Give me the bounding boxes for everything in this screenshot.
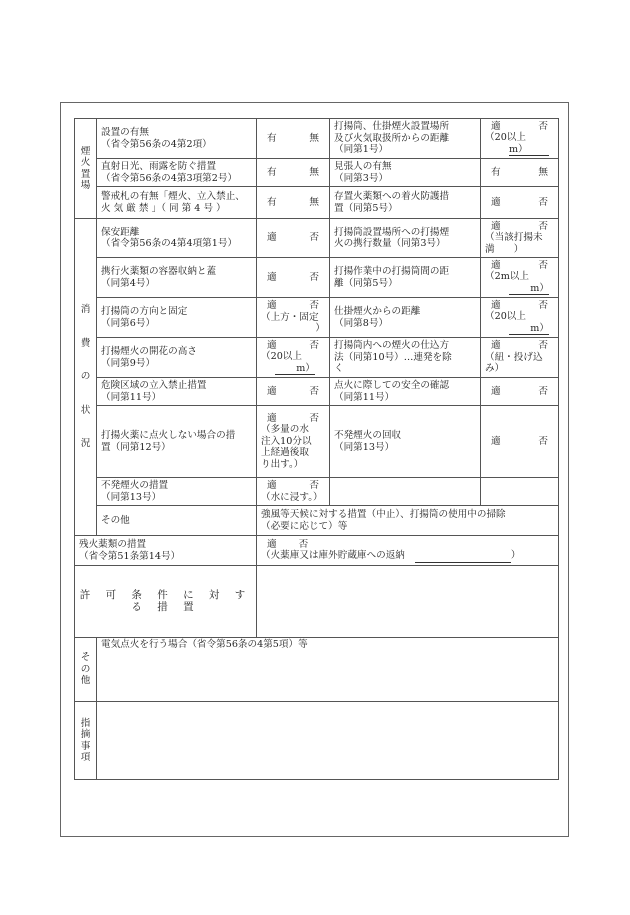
check-area-restriction[interactable]: 適 否 <box>257 378 330 406</box>
check-burst-height[interactable]: 適 否 （20以上 m） <box>257 338 330 378</box>
item-warning-sign: 警戒札の有無「煙火、立入禁止、 火 気 厳 禁 」（ 同 第 4 号 ） <box>97 187 257 219</box>
item-container-lid: 携行火薬類の容器収納と蓋 （同第4号） <box>97 258 257 298</box>
check-watchman[interactable]: 有 無 <box>481 159 559 187</box>
check-installation[interactable]: 有 無 <box>257 119 330 159</box>
check-misfire-measure[interactable]: 適 否 （多量の水 注入10分以 上経過後取 り出す。） <box>257 406 330 478</box>
section-label-consumption: 消 費 の 状 況 <box>75 219 97 536</box>
check-dud-recovery[interactable]: 適 否 <box>481 406 559 478</box>
check-set-piece-distance[interactable]: 適 否 （20以上 m） <box>481 298 559 338</box>
findings-field[interactable] <box>97 702 559 780</box>
permit-conditions-label: 許 可 条 件 に 対 す る 措 置 <box>75 566 257 638</box>
item-leftover-explosives: 残火薬類の措置 （省令第51条第14号） <box>75 536 257 566</box>
item-ignition-guard: 存置火薬類への着火防護措 置（同第5号） <box>330 187 481 219</box>
check-safety-distance[interactable]: 適 否 <box>257 219 330 258</box>
item-misfire-measure: 打揚火薬に点火しない場合の措 置（同第12号） <box>97 406 257 478</box>
other-field[interactable]: 電気点火を行う場合（省令第56条の4第5項）等 <box>97 638 559 702</box>
check-loading-method[interactable]: 適 否 （紐・投げ込 み） <box>481 338 559 378</box>
item-area-restriction: 危険区域の立入禁止措置 （同第11号） <box>97 378 257 406</box>
item-distance-fire: 打揚筒、仕掛煙火設置場所 及び火気取扱所からの距離 （同第1号） <box>330 119 481 159</box>
item-loading-method: 打揚筒内への煙火の仕込方 法（同第10号）…連発を除 く <box>330 338 481 378</box>
item-tube-direction: 打揚筒の方向と固定 （同第6号） <box>97 298 257 338</box>
check-warning-sign[interactable]: 有 無 <box>257 187 330 219</box>
item-other: その他 <box>97 506 257 536</box>
other-measures-text[interactable]: 強風等天候に対する措置（中止）、打揚筒の使用中の掃除 （必要に応じて）等 <box>257 506 559 536</box>
item-watchman: 見張人の有無 （同第3号） <box>330 159 481 187</box>
inspection-table <box>74 118 559 780</box>
item-dud-recovery: 不発煙火の回収 （同第13号） <box>330 406 481 478</box>
check-distance-fire[interactable]: 適 否 （20以上 m） <box>481 119 559 159</box>
section-label-storage: 煙 火 置 場 <box>75 119 97 219</box>
item-sun-rain: 直射日光、雨露を防ぐ措置 （省令第56条の4第3項第2号） <box>97 159 257 187</box>
item-ignition-safety: 点火に際しての安全の確認 （同第11号） <box>330 378 481 406</box>
item-carry-quantity: 打揚筒設置場所への打揚煙 火の携行数量（同第3号） <box>330 219 481 258</box>
check-carry-quantity[interactable]: 適 否 （当該打揚未 満 ） <box>481 219 559 258</box>
item-safety-distance: 保安距離 （省令第56条の4第4項第1号） <box>97 219 257 258</box>
check-sun-rain[interactable]: 有 無 <box>257 159 330 187</box>
check-ignition-safety[interactable]: 適 否 <box>481 378 559 406</box>
check-container-lid[interactable]: 適 否 <box>257 258 330 298</box>
section-label-findings: 指 摘 事 項 <box>75 702 97 780</box>
item-dud-measure: 不発煙火の措置 （同第13号） <box>97 478 257 506</box>
item-tube-spacing: 打揚作業中の打揚筒間の距 離（同第5号） <box>330 258 481 298</box>
blank-cell-b <box>481 478 559 506</box>
item-installation: 設置の有無 （省令第56条の4第2項） <box>97 119 257 159</box>
check-tube-spacing[interactable]: 適 否 （2m以上 m） <box>481 258 559 298</box>
check-ignition-guard[interactable]: 適 否 <box>481 187 559 219</box>
permit-conditions-field[interactable] <box>257 566 559 638</box>
section-label-other: そ の 他 <box>75 638 97 702</box>
blank-cell-a <box>330 478 481 506</box>
check-leftover-explosives[interactable]: 適 否 （火薬庫又は庫外貯蔵庫への返納 ） <box>257 536 559 566</box>
check-tube-direction[interactable]: 適 否 （上方・固定 ） <box>257 298 330 338</box>
check-dud-measure[interactable]: 適 否 （水に浸す。） <box>257 478 330 506</box>
item-set-piece-distance: 仕掛煙火からの距離 （同第8号） <box>330 298 481 338</box>
item-burst-height: 打揚煙火の開花の高さ （同第9号） <box>97 338 257 378</box>
